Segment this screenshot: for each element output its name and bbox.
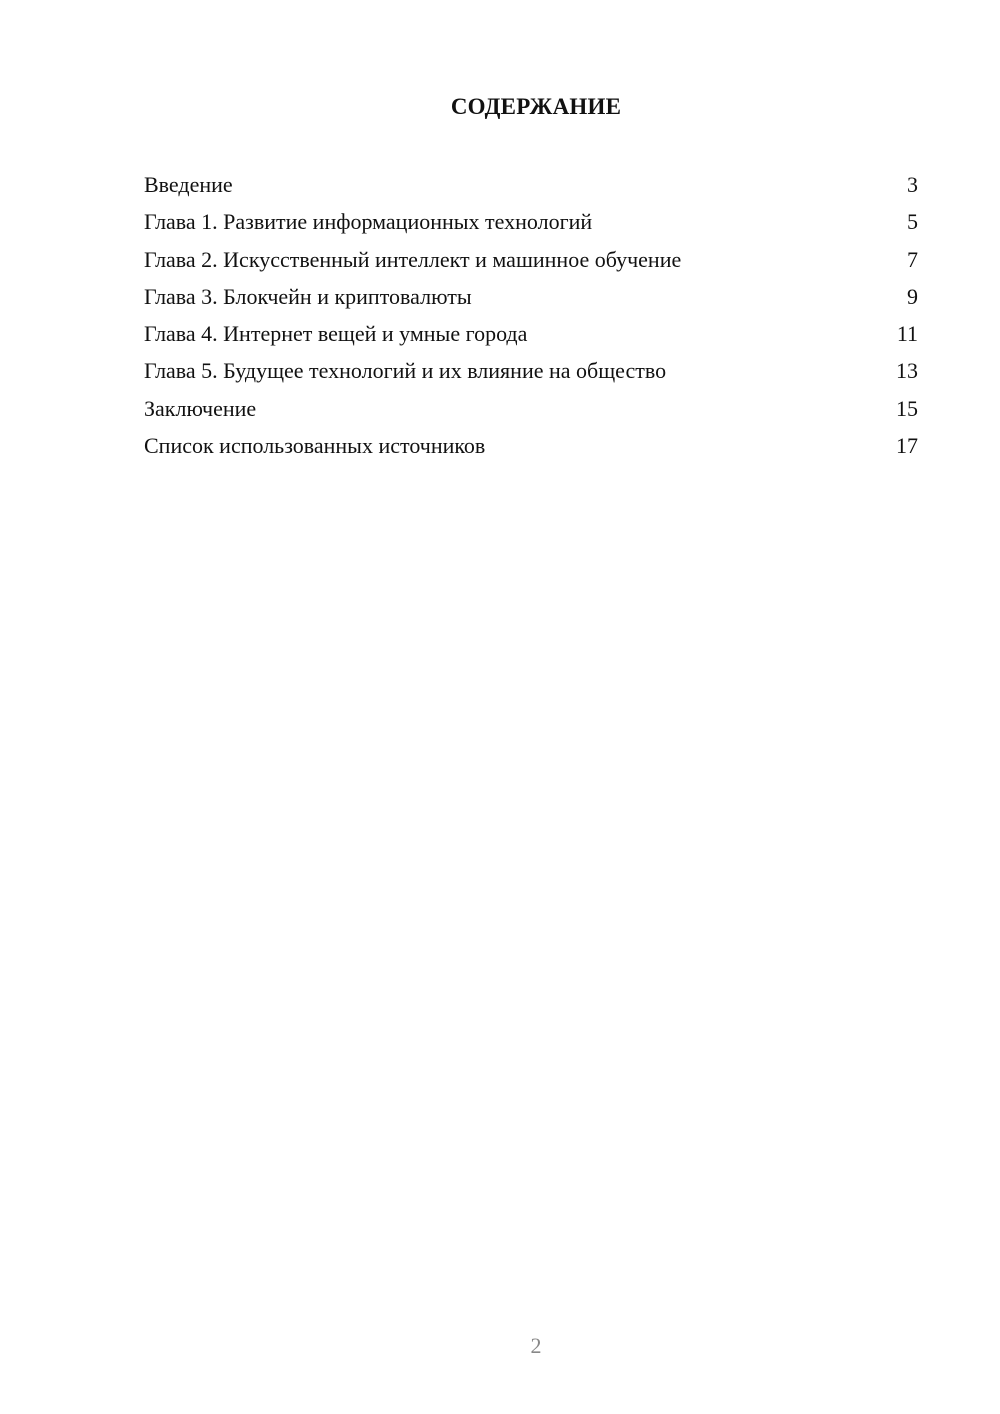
toc-entry-label: Введение <box>144 172 233 197</box>
toc-entry-label: Глава 1. Развитие информационных технологий <box>144 209 593 235</box>
toc-entry-chapter-2[interactable] <box>144 245 918 282</box>
toc-entry-page: 9 <box>907 283 918 309</box>
toc-entry-page: 13 <box>896 358 918 384</box>
toc-entry-page: 17 <box>896 433 918 459</box>
toc-entry-label: Заключение <box>144 395 257 421</box>
toc-entry-label: Глава 2. Искусственный интеллект и машинное обучение <box>144 246 682 272</box>
toc-list <box>144 170 918 468</box>
toc-entry-label: Глава 3. Блокчейн и криптовалюты <box>144 283 472 309</box>
toc-entry-page: 5 <box>907 209 918 235</box>
toc-entry-chapter-5[interactable] <box>144 356 918 393</box>
toc-entry-chapter-3[interactable] <box>144 282 918 319</box>
toc-entry-page: 3 <box>907 172 918 197</box>
toc-entry-label: Глава 5. Будущее технологий и их влияние на общество <box>144 358 667 384</box>
toc-entry-page: 7 <box>907 246 918 272</box>
toc-entry-label: Глава 4. Интернет вещей и умные города <box>144 321 528 347</box>
toc-entry-chapter-4[interactable] <box>144 319 918 356</box>
toc-entry-introduction[interactable] <box>144 170 918 207</box>
toc-entry-references[interactable] <box>144 431 918 468</box>
toc-entry-page: 11 <box>896 321 918 347</box>
toc-entry-chapter-1[interactable] <box>144 207 918 244</box>
toc-entry-label: Список использованных источников <box>144 433 486 459</box>
toc-entry-page: 15 <box>896 395 918 421</box>
toc-entry-conclusion[interactable] <box>144 394 918 431</box>
page-number: 2 <box>530 1333 542 1358</box>
toc-title: СОДЕРЖАНИЕ <box>450 94 622 119</box>
